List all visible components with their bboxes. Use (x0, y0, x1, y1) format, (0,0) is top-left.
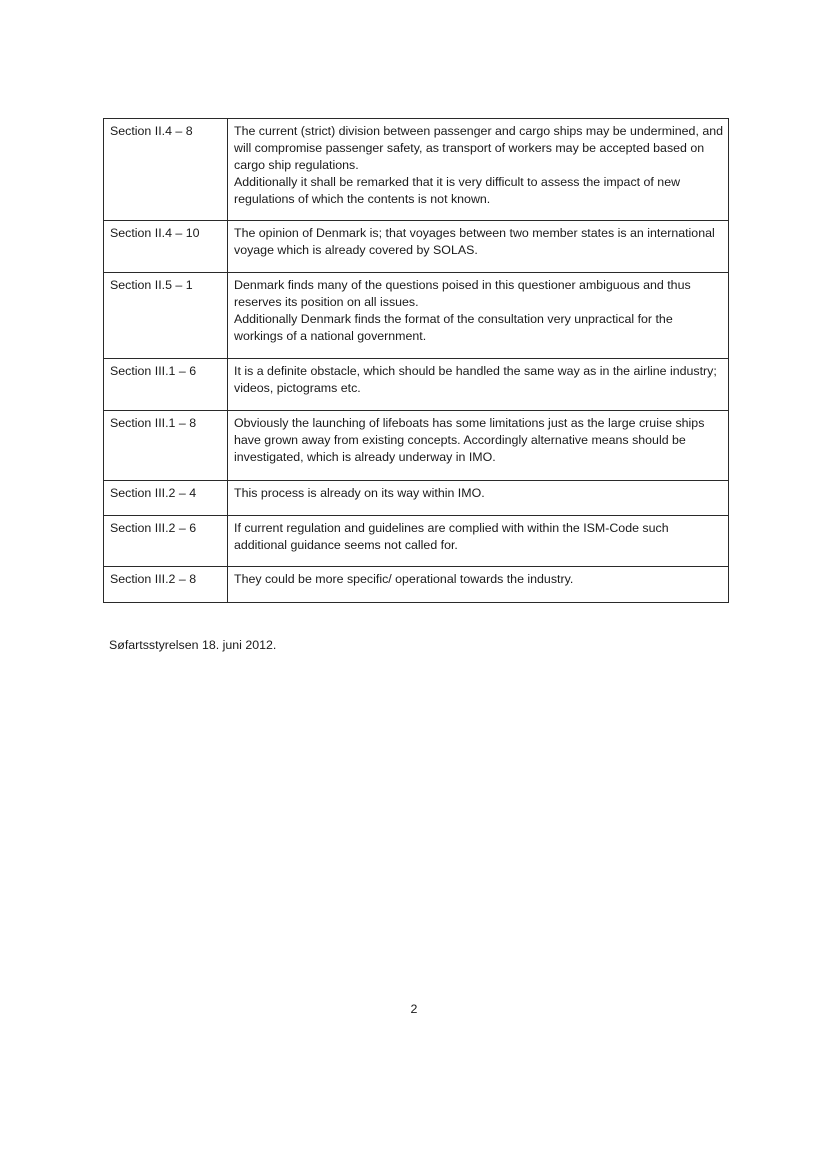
response-paragraph: The opinion of Denmark is; that voyages between two member states is an international voyage which is already covered by SOLAS. (234, 226, 715, 257)
section-reference: Section III.2 – 6 (104, 516, 228, 567)
response-text (228, 481, 729, 516)
section-reference: Section III.2 – 8 (104, 567, 228, 603)
section-reference: Section II.4 – 8 (104, 119, 228, 221)
response-paragraph: Additionally Denmark finds the format of the consultation very unpractical for the workings of a national government. (234, 312, 673, 343)
table-row (104, 119, 729, 221)
response-paragraph: It is a definite obstacle, which should be handled the same way as in the airline industry; videos, pictograms etc. (234, 364, 717, 395)
response-text (228, 273, 729, 359)
table-row (104, 411, 729, 481)
response-text (228, 221, 729, 273)
responses-table (103, 118, 729, 603)
response-paragraph: They could be more specific/ operational towards the industry. (234, 572, 574, 586)
section-reference: Section III.2 – 4 (104, 481, 228, 516)
table-row (104, 516, 729, 567)
response-paragraph: Denmark finds many of the questions poised in this questioner ambiguous and thus reserves its position on all issues. (234, 278, 691, 309)
table-row (104, 221, 729, 273)
signature-line: Søfartsstyrelsen 18. juni 2012. (109, 638, 277, 652)
table-row (104, 481, 729, 516)
response-text (228, 359, 729, 411)
response-paragraph: Additionally it shall be remarked that it is very difficult to assess the impact of new regulations of which the contents is not known. (234, 175, 681, 206)
section-reference: Section III.1 – 6 (104, 359, 228, 411)
response-text (228, 516, 729, 567)
response-paragraph: This process is already on its way within IMO. (234, 486, 485, 500)
response-text (228, 567, 729, 603)
response-text (228, 411, 729, 481)
response-paragraph: Obviously the launching of lifeboats has some limitations just as the large cruise ships have grown away from existing concepts. Accordingly alternative means should be investigated, which is already underway in IMO. (234, 416, 705, 464)
page-number: 2 (410, 1002, 418, 1016)
section-reference: Section II.4 – 10 (104, 221, 228, 273)
response-paragraph: The current (strict) division between passenger and cargo ships may be undermined, and will compromise passenger safety, as transport of workers may be accepted based on cargo ship regulations. (234, 124, 724, 172)
section-reference: Section III.1 – 8 (104, 411, 228, 481)
response-text (228, 119, 729, 221)
response-paragraph: If current regulation and guidelines are complied with within the ISM-Code such additional guidance seems not called for. (234, 521, 669, 552)
section-reference: Section II.5 – 1 (104, 273, 228, 359)
table-row (104, 359, 729, 411)
table-row (104, 273, 729, 359)
table-row (104, 567, 729, 603)
